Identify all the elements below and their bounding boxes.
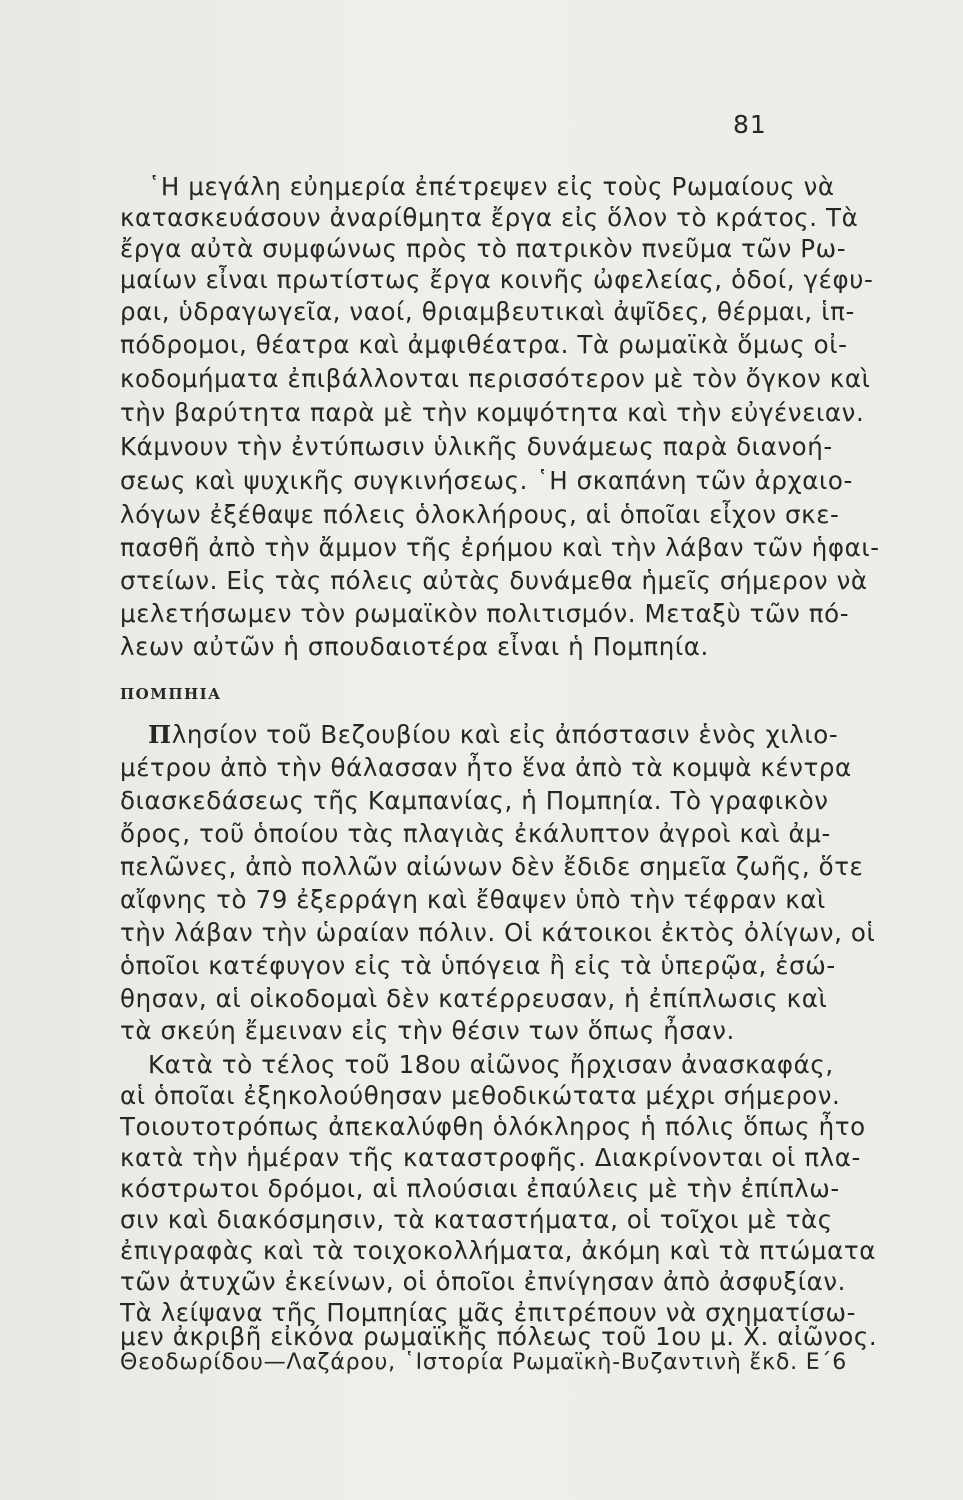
text-line: Τοιουτοτρόπως ἀπεκαλύφθη ὁλόκληρος ἡ πόλις ὅπως ἦτο — [120, 1112, 866, 1141]
text-line: ὄρος, τοῦ ὁποίου τὰς πλαγιὰς ἐκάλυπτον ἀγροὶ καὶ ἀμ- — [120, 819, 831, 848]
text-line-rest: λησίον τοῦ Βεζουβίου καὶ εἰς ἀπόστασιν ἑνὸς χιλιο- — [171, 720, 839, 749]
page-number: 81 — [733, 110, 767, 139]
text-line — [148, 720, 839, 749]
text-line: μεν ἀκριβῆ εἰκόνα ρωμαϊκῆς πόλεως τοῦ 1ου μ. Χ. αἰῶνος. — [120, 1322, 878, 1351]
text-line: λεων αὐτῶν ἡ σπουδαιοτέρα εἶναι ἡ Πομπηία. — [120, 632, 709, 661]
text-line: λόγων ἐξέθαψε πόλεις ὁλοκλήρους, αἱ ὁποῖαι εἶχον σκε- — [120, 500, 840, 529]
text-line: Τὰ λείψανα τῆς Πομπηίας μᾶς ἐπιτρέπουν νὰ σχηματίσω- — [120, 1298, 857, 1327]
text-line: μαίων εἶναι πρωτίστως ἔργα κοινῆς ὠφελείας, ὁδοί, γέφυ- — [120, 265, 874, 294]
text-line: ἐπιγραφὰς καὶ τὰ τοιχοκολλήματα, ἀκόμη καὶ τὰ πτώματα — [120, 1236, 876, 1265]
text-line: θησαν, αἱ οἰκοδομαὶ δὲν κατέρρευσαν, ἡ ἐπίπλωσις καὶ — [120, 984, 828, 1013]
text-line: Κατὰ τὸ τέλος τοῦ 18ου αἰῶνος ἤρχισαν ἀνασκαφάς, — [148, 1050, 834, 1079]
text-line: πελῶνες, ἀπὸ πολλῶν αἰώνων δὲν ἔδιδε σημεῖα ζωῆς, ὅτε — [120, 852, 864, 881]
text-line: αἱ ὁποῖαι ἐξηκολούθησαν μεθοδικώτατα μέχρι σήμερον. — [120, 1081, 841, 1110]
signature-mark: 6 — [832, 1350, 848, 1375]
text-line: σεως καὶ ψυχικῆς συγκινήσεως. ῾Η σκαπάνη τῶν ἀρχαιο- — [120, 466, 853, 495]
text-line: κόστρωτοι δρόμοι, αἱ πλούσιαι ἐπαύλεις μὲ τὴν ἐπίπλω- — [120, 1174, 840, 1203]
footer — [120, 1350, 848, 1375]
text-line: τὰ σκεύη ἔμειναν εἰς τὴν θέσιν των ὅπως ἦσαν. — [120, 1016, 735, 1045]
text-line: τὴν λάβαν τὴν ὡραίαν πόλιν. Οἱ κάτοικοι ἐκτὸς ὀλίγων, οἱ — [120, 918, 876, 947]
text-line: πόδρομοι, θέατρα καὶ ἀμφιθέατρα. Τὰ ρωμαϊκὰ ὅμως οἰ- — [120, 330, 848, 359]
text-line: κατασκευάσουν ἀναρίθμητα ἔργα εἰς ὅλον τὸ κράτος. Τὰ — [120, 203, 859, 232]
text-line: ὁποῖοι κατέφυγον εἰς τὰ ὑπόγεια ἢ εἰς τὰ ὑπερῷα, ἐσώ- — [120, 951, 836, 980]
text-line: Κάμνουν τὴν ἐντύπωσιν ὑλικῆς δυνάμεως παρὰ διανοή- — [120, 432, 833, 461]
text-line: ἔργα αὐτὰ συμφώνως πρὸς τὸ πατρικὸν πνεῦμα τῶν Ρω- — [120, 234, 847, 263]
text-line: κατὰ τὴν ἡμέραν τῆς καταστροφῆς. Διακρίνονται οἱ πλα- — [120, 1143, 861, 1172]
text-line: σιν καὶ διακόσμησιν, τὰ καταστήματα, οἱ τοῖχοι μὲ τὰς — [120, 1205, 833, 1234]
text-line: μέτρου ἀπὸ τὴν θάλασσαν ἦτο ἕνα ἀπὸ τὰ κομψὰ κέντρα — [120, 753, 852, 782]
text-line: πασθῆ ἀπὸ τὴν ἄμμον τῆς ἐρήμου καὶ τὴν λάβαν τῶν ἡφαι- — [120, 533, 880, 562]
footer-citation: Θεοδωρίδου—Λαζάρου, ῾Ιστορία Ρωμαϊκὴ-Βυζαντινὴ ἔκδ. Ε´ — [120, 1350, 833, 1375]
section-heading: ΠΟΜΠΗΙΑ — [120, 685, 222, 703]
text-line: διασκεδάσεως τῆς Καμπανίας, ἡ Πομπηία. Τὸ γραφικὸν — [120, 786, 829, 815]
text-line: τὴν βαρύτητα παρὰ μὲ τὴν κομψότητα καὶ τὴν εὐγένειαν. — [120, 398, 865, 427]
text-line: κοδομήματα ἐπιβάλλονται περισσότερον μὲ τὸν ὄγκον καὶ — [120, 364, 871, 393]
text-line: τῶν ἀτυχῶν ἐκείνων, οἱ ὁποῖοι ἐπνίγησαν ἀπὸ ἀσφυξίαν. — [120, 1267, 847, 1296]
text-line: ραι, ὑδραγωγεῖα, ναοί, θριαμβευτικαὶ ἀψῖδες, θέρμαι, ἱπ- — [120, 297, 855, 326]
text-line: αἴφνης τὸ 79 ἐξερράγη καὶ ἔθαψεν ὑπὸ τὴν τέφραν καὶ — [120, 885, 826, 914]
text-line: ῾Η μεγάλη εὐημερία ἐπέτρεψεν εἰς τοὺς Ρωμαίους νὰ — [148, 172, 835, 201]
text-line: στείων. Εἰς τὰς πόλεις αὐτὰς δυνάμεθα ἡμεῖς σήμερον νὰ — [120, 566, 868, 595]
drop-cap: Π — [148, 720, 172, 749]
text-line: μελετήσωμεν τὸν ρωμαϊκὸν πολιτισμόν. Μεταξὺ τῶν πό- — [120, 599, 850, 628]
